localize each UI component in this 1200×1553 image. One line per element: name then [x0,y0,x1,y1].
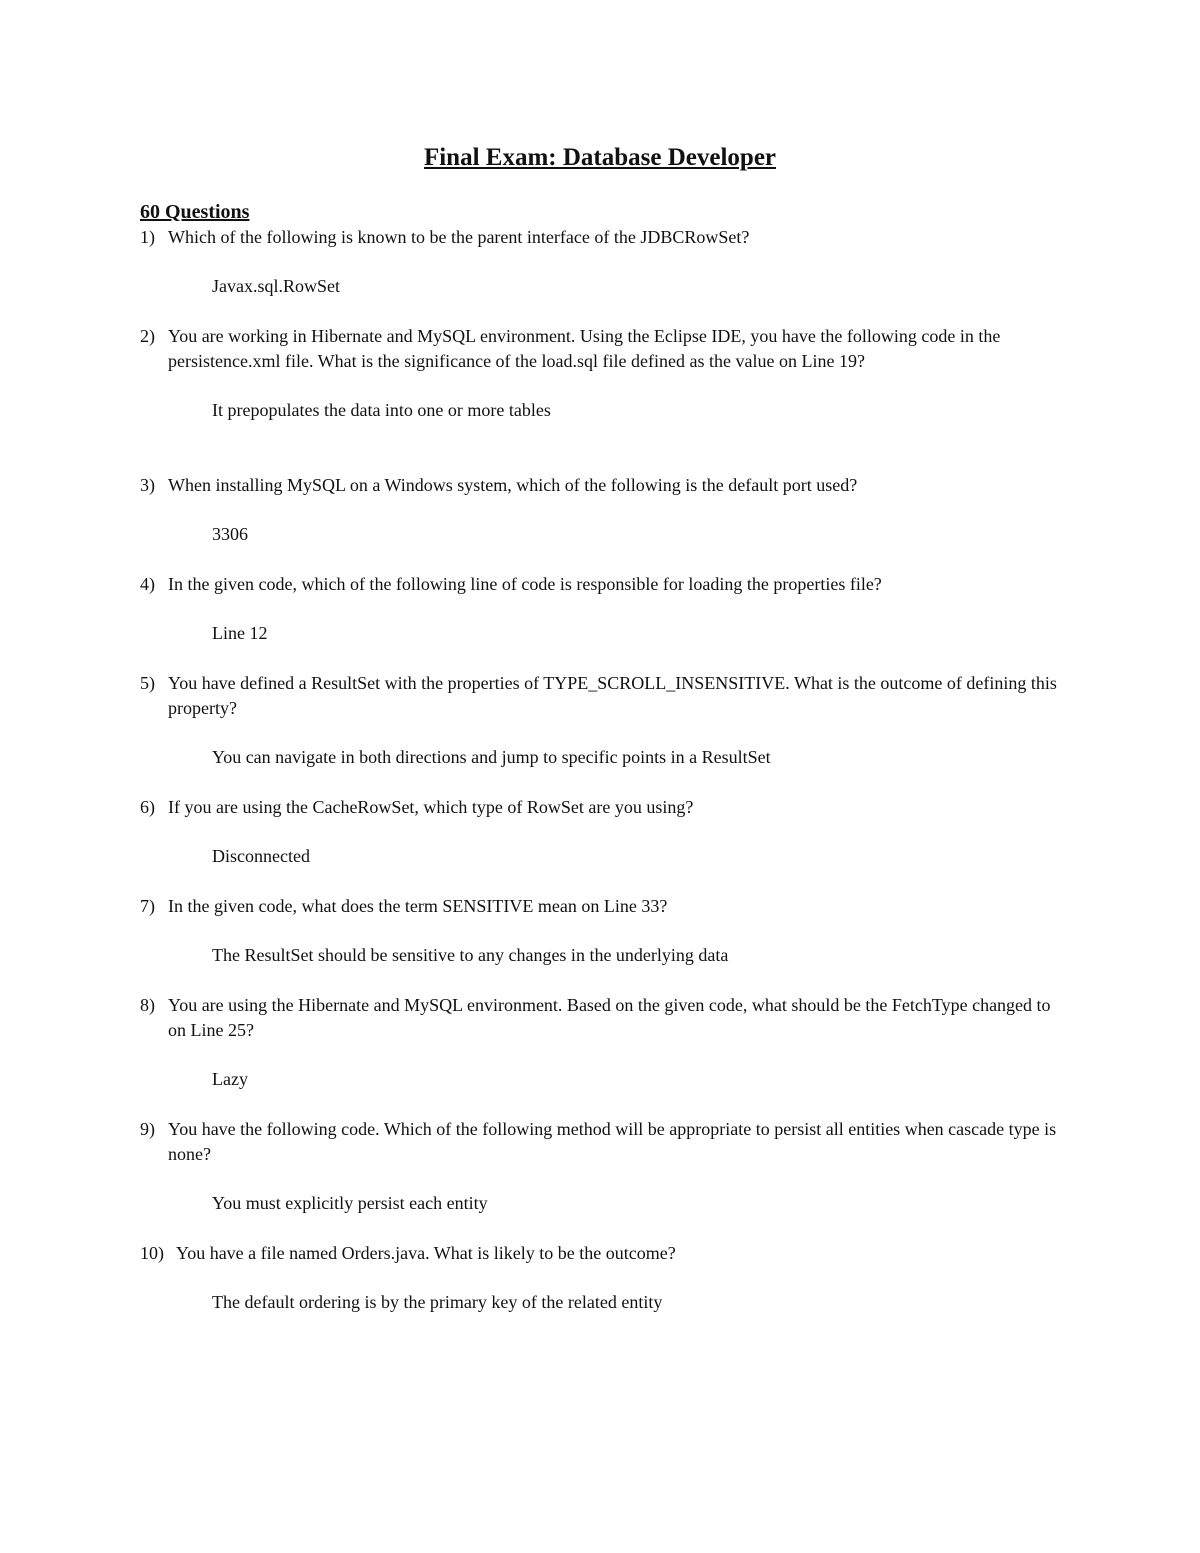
question-8 [140,993,1060,1043]
question-text: You have the following code. Which of the following method will be appropriate to persist all entities when cascade type is none? [168,1119,1057,1164]
question-text: You have defined a ResultSet with the properties of TYPE_SCROLL_INSENSITIVE. What is the outcome of defining this property? [168,673,1057,718]
question-number: 1) [140,227,155,247]
question-text: Which of the following is known to be the parent interface of the JDBCRowSet? [168,227,750,247]
question-2 [140,324,1060,374]
question-number: 6) [140,797,155,817]
question-block-9 [140,1117,1060,1216]
question-text: You are using the Hibernate and MySQL environment. Based on the given code, what should be the FetchType changed to on Line 25? [168,995,1051,1040]
answer-10: The default ordering is by the primary key of the related entity [212,1292,663,1312]
question-1 [140,225,1060,250]
question-number: 7) [140,896,155,916]
answer-9: You must explicitly persist each entity [212,1193,488,1213]
question-4 [140,572,1060,597]
question-text: You are working in Hibernate and MySQL environment. Using the Eclipse IDE, you have the following code in the persistence.xml file. What is the significance of the load.sql file defined as the value on Line 19? [168,326,1001,371]
question-text: In the given code, what does the term SENSITIVE mean on Line 33? [168,896,668,916]
question-block-8 [140,993,1060,1092]
question-block-2 [140,324,1060,423]
answer-2: It prepopulates the data into one or more tables [212,400,551,420]
question-number: 3) [140,475,155,495]
question-block-3 [140,473,1060,547]
question-number: 10) [140,1243,164,1263]
answer-7: The ResultSet should be sensitive to any changes in the underlying data [212,945,729,965]
question-block-1 [140,225,1060,299]
question-block-4 [140,572,1060,646]
question-number: 9) [140,1119,155,1139]
answer-3: 3306 [212,524,248,544]
question-block-6 [140,795,1060,869]
question-block-7 [140,894,1060,968]
question-6 [140,795,1060,820]
question-text: If you are using the CacheRowSet, which type of RowSet are you using? [168,797,694,817]
question-block-10 [140,1241,1060,1315]
question-number: 8) [140,995,155,1015]
question-9 [140,1117,1060,1167]
question-3 [140,473,1060,498]
answer-6: Disconnected [212,846,310,866]
answer-4: Line 12 [212,623,268,643]
question-text: You have a file named Orders.java. What is likely to be the outcome? [176,1243,676,1263]
answer-1: Javax.sql.RowSet [212,276,340,296]
question-text: When installing MySQL on a Windows system, which of the following is the default port used? [168,475,858,495]
section-heading: 60 Questions [140,201,250,223]
answer-8: Lazy [212,1069,248,1089]
question-5 [140,671,1060,721]
question-text: In the given code, which of the following line of code is responsible for loading the properties file? [168,574,882,594]
answer-5: You can navigate in both directions and jump to specific points in a ResultSet [212,747,771,767]
question-number: 5) [140,673,155,693]
question-block-5 [140,671,1060,770]
question-number: 4) [140,574,155,594]
question-10 [140,1241,1060,1266]
question-7 [140,894,1060,919]
document-title: Final Exam: Database Developer [423,144,777,171]
question-number: 2) [140,326,155,346]
